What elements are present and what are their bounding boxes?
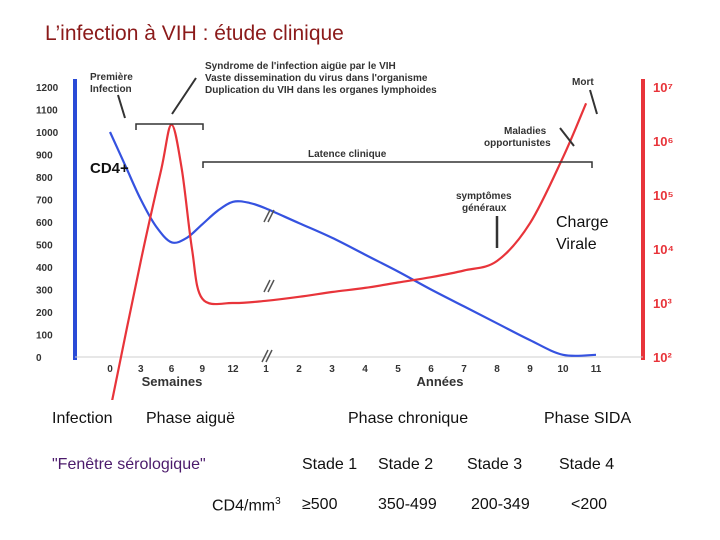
year-tick-label: 8 bbox=[494, 364, 500, 375]
year-tick-label: 9 bbox=[527, 364, 533, 375]
annotations bbox=[90, 61, 609, 253]
left-tick-label: 200 bbox=[36, 308, 53, 319]
annotation-generaux: généraux bbox=[462, 203, 507, 214]
phase-infection: Infection bbox=[52, 410, 113, 427]
year-tick-label: 2 bbox=[296, 364, 302, 375]
annotation-opportunistes: opportunistes bbox=[484, 138, 551, 149]
weeks-axis-label: Semaines bbox=[141, 374, 203, 389]
curve-break-mark bbox=[264, 280, 274, 292]
annotation-syndrome-line: Vaste dissemination du virus dans l'organisme bbox=[205, 73, 428, 84]
cd4-value-1: ≥500 bbox=[302, 496, 338, 513]
right-tick-label: 10⁶ bbox=[653, 134, 674, 149]
left-tick-label: 500 bbox=[36, 240, 53, 252]
left-tick-label: 0 bbox=[36, 353, 42, 364]
stade-3: Stade 3 bbox=[467, 456, 523, 473]
year-tick-label: 11 bbox=[590, 364, 602, 375]
annotation-infection: Infection bbox=[90, 84, 132, 95]
year-tick-label: 7 bbox=[461, 364, 467, 375]
viral-load-label-charge: Charge bbox=[556, 214, 609, 231]
mort-arrow bbox=[590, 90, 597, 114]
phase-chronique: Phase chronique bbox=[348, 410, 469, 427]
right-tick-label: 10⁷ bbox=[653, 80, 673, 95]
annotation-syndrome-line: Syndrome de l'infection aigüe par le VIH bbox=[205, 61, 396, 72]
year-tick-label: 10 bbox=[557, 364, 569, 375]
phase-sida: Phase SIDA bbox=[544, 410, 632, 427]
fenetre-serologique: "Fenêtre sérologique" bbox=[52, 456, 206, 473]
cd4-label: $CD4/mm^3$ bbox=[212, 496, 281, 515]
year-tick-label: 6 bbox=[428, 364, 434, 375]
stade-4: Stade 4 bbox=[559, 456, 615, 473]
annotation-symptomes: symptômes bbox=[456, 191, 512, 202]
left-tick-label: 1100 bbox=[36, 105, 58, 117]
annotation-latence: Latence clinique bbox=[308, 149, 387, 160]
left-tick-label: 400 bbox=[36, 263, 53, 274]
stade-1: Stade 1 bbox=[302, 456, 358, 473]
cd4-value-2: 350-499 bbox=[378, 496, 437, 513]
annotation-maladies: Maladies bbox=[504, 126, 547, 137]
cd4-series-label: CD4+ bbox=[90, 160, 129, 177]
curve-break-mark bbox=[264, 210, 274, 222]
year-tick-label: 1 bbox=[263, 364, 269, 375]
week-tick-label: 12 bbox=[227, 364, 239, 375]
viral-load-label-virale: Virale bbox=[556, 236, 597, 253]
left-tick-label: 600 bbox=[36, 218, 53, 229]
year-tick-label: 5 bbox=[395, 364, 401, 375]
annotation-premiere: Première bbox=[90, 72, 133, 83]
week-tick-label: 0 bbox=[107, 364, 113, 375]
left-tick-label: 800 bbox=[36, 173, 53, 184]
cd4-value-4: <200 bbox=[571, 496, 608, 513]
year-tick-label: 3 bbox=[329, 364, 335, 375]
left-tick-label: 1200 bbox=[36, 83, 59, 94]
right-tick-label: 10² bbox=[653, 350, 672, 365]
cd4-series-line bbox=[110, 132, 596, 356]
cd4-value-3: 200-349 bbox=[471, 496, 530, 513]
stade-2: Stade 2 bbox=[378, 456, 434, 473]
right-tick-label: 10⁵ bbox=[653, 188, 674, 203]
left-tick-label: 300 bbox=[36, 285, 53, 297]
syndrome-arrow bbox=[172, 78, 196, 114]
left-tick-label: 100 bbox=[36, 330, 53, 342]
x-axis-ticks bbox=[107, 350, 602, 389]
right-tick-label: 10⁴ bbox=[653, 242, 674, 257]
annotation-mort: Mort bbox=[572, 77, 594, 88]
premiere-infection-arrow bbox=[118, 95, 125, 118]
left-tick-label: 700 bbox=[36, 195, 53, 207]
week-tick-label: 6 bbox=[168, 364, 175, 375]
right-axis-ticks bbox=[653, 80, 674, 365]
phase-aigue: Phase aiguë bbox=[146, 410, 235, 427]
slide-title: L’infection à VIH : étude clinique bbox=[45, 22, 344, 45]
left-tick-label: 900 bbox=[36, 150, 53, 162]
years-axis-label: Années bbox=[416, 374, 464, 389]
week-tick-label: 3 bbox=[137, 364, 144, 375]
year-tick-label: 4 bbox=[362, 364, 368, 375]
week-tick-label: 9 bbox=[199, 364, 206, 375]
latency-bracket bbox=[203, 162, 592, 168]
left-tick-label: 1000 bbox=[36, 128, 59, 139]
right-tick-label: 10³ bbox=[653, 296, 672, 311]
left-axis-ticks bbox=[36, 83, 59, 364]
axis-break-mark bbox=[262, 350, 272, 362]
annotation-syndrome-line: Duplication du VIH dans les organes lymphoides bbox=[205, 85, 437, 96]
